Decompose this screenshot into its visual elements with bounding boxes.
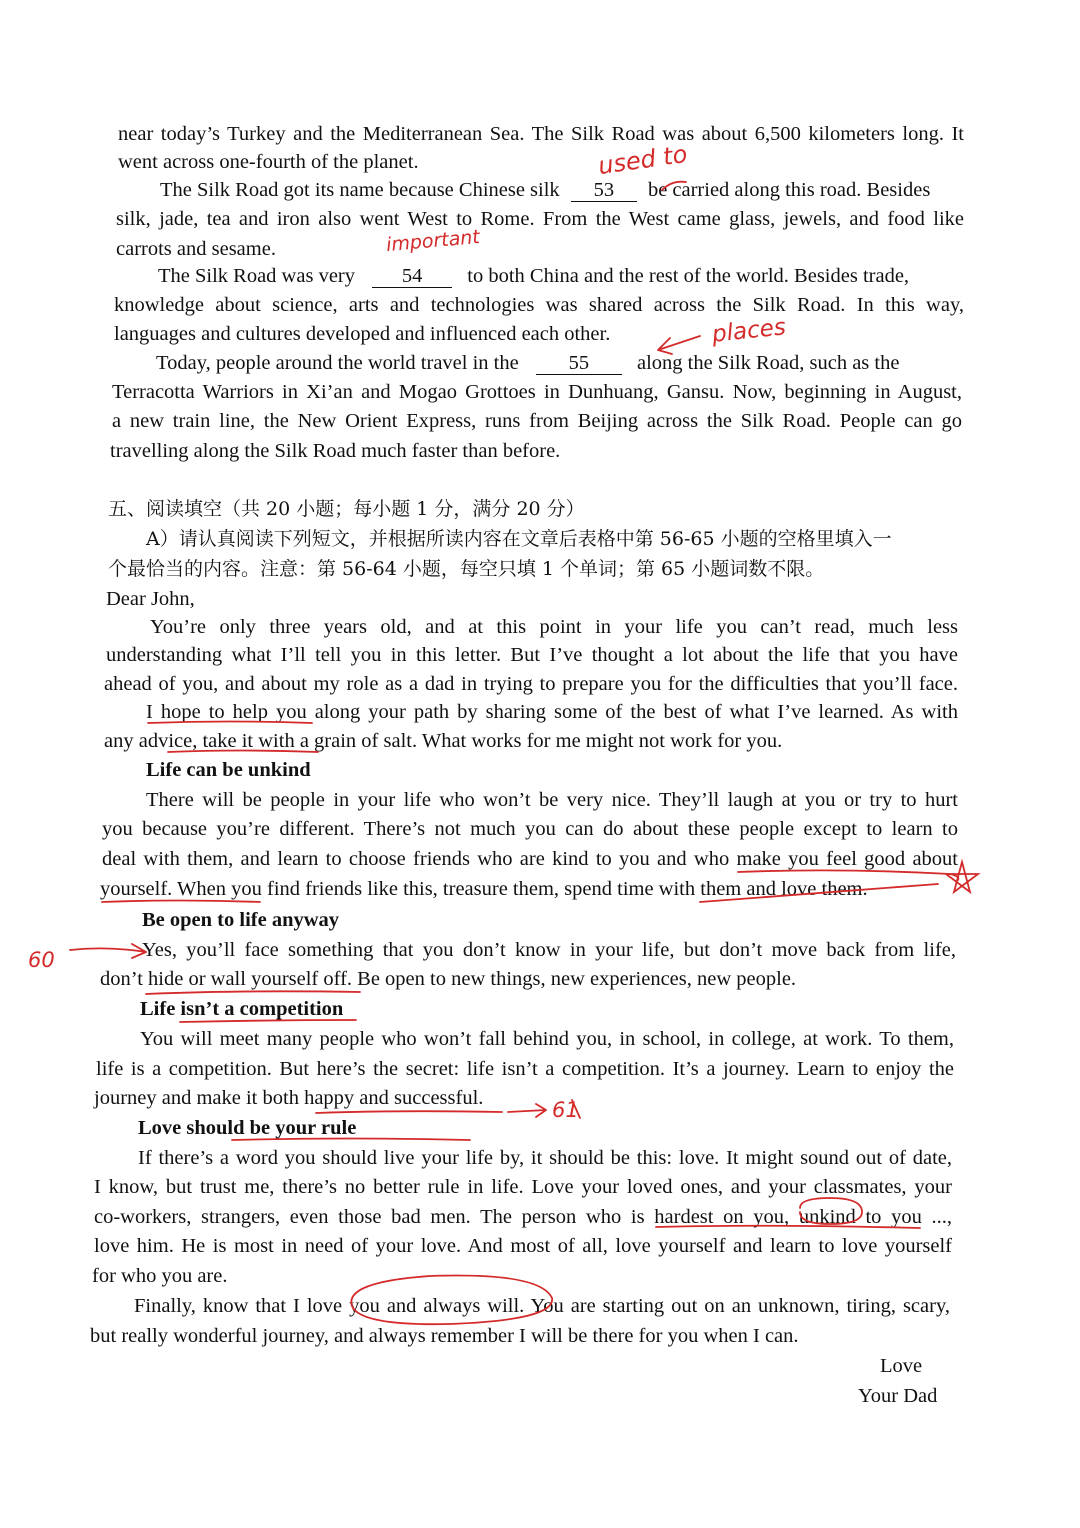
- annotation-61: 61: [552, 1098, 579, 1122]
- annotation-used-to: used to: [596, 139, 689, 181]
- letter-line: deal with them, and learn to choose friends who are kind to you and who make you feel good about: [102, 848, 958, 870]
- letter-greeting: Dear John,: [106, 588, 195, 610]
- annotation-places: places: [710, 314, 788, 348]
- letter-heading: Love should be your rule: [138, 1117, 357, 1139]
- text-span: The Silk Road was very: [158, 265, 355, 287]
- arrow-icon: [70, 944, 146, 958]
- text-span: The Silk Road got its name because Chinese silk: [160, 179, 560, 201]
- letter-closing: Love: [880, 1355, 923, 1377]
- letter-line: co-workers, strangers, even those bad men. The person who is hardest on you, unkind to you ...,: [94, 1206, 952, 1228]
- passage-line: carrots and sesame.: [116, 238, 276, 260]
- letter-line: any advice, take it with a grain of salt. What works for me might not work for you.: [104, 730, 783, 752]
- letter-line: life is a competition. But here’s the secret: life isn’t a competition. It’s a journey. Learn to enjoy the: [96, 1058, 954, 1080]
- letter-line: love him. He is most in need of your love. And most of all, love yourself and learn to love yourself: [94, 1235, 952, 1257]
- text-span: along the Silk Road, such as the: [636, 352, 900, 374]
- letter-line: but really wonderful journey, and always remember I will be there for you when I can.: [90, 1325, 799, 1347]
- blank-53: 53: [571, 179, 637, 202]
- text-span: be carried along this road. Besides: [647, 179, 931, 201]
- letter-line: you because you’re different. There’s not much you can do about these people except to learn to: [102, 818, 958, 840]
- letter-line: You will meet many people who won’t fall behind you, in school, in college, at work. To them,: [140, 1028, 954, 1050]
- annotation-important: important: [385, 225, 481, 257]
- letter-line: for who you are.: [92, 1265, 228, 1287]
- letter-line: I know, but trust me, there’s no better rule in life. Love your loved ones, and your classmates, your: [94, 1176, 952, 1198]
- passage-line: languages and cultures developed and influenced each other.: [114, 323, 611, 345]
- text-span: to both China and the rest of the world. Besides trade,: [467, 265, 910, 287]
- letter-signature: Your Dad: [858, 1385, 938, 1407]
- section-instruction: A）请认真阅读下列短文，并根据所读内容在文章后表格中第 56-65 小题的空格里填入一: [146, 528, 892, 550]
- passage-line: a new train line, the New Orient Express, runs from Beijing across the Silk Road. People can go: [112, 410, 962, 432]
- letter-line: If there’s a word you should live your life by, it should be this: love. It might sound out of date,: [138, 1147, 952, 1169]
- letter-line: I hope to help you along your path by sharing some of the best of what I’ve learned. As with: [146, 701, 958, 723]
- letter-line: There will be people in your life who won’t be very nice. They’ll laugh at you or try to hurt: [146, 789, 958, 811]
- passage-line: silk, jade, tea and iron also went West to Rome. From the West came glass, jewels, and food like: [116, 208, 964, 230]
- annotation-60: 60: [28, 948, 55, 972]
- letter-line: Finally, know that I love you and always will. You are starting out on an unknown, tiring, scary,: [134, 1295, 950, 1317]
- passage-line: travelling along the Silk Road much faster than before.: [110, 440, 561, 462]
- text-span: Today, people around the world travel in the: [156, 352, 519, 374]
- letter-line: don’t hide or wall yourself off. Be open to new things, new experiences, new people.: [100, 968, 797, 990]
- letter-line: ahead of you, and about my role as a dad in trying to prepare you for the difficulties that you’ll face.: [104, 673, 958, 695]
- letter-line: understanding what I’ll tell you in this letter. But I’ve thought a lot about the life that you have: [106, 644, 958, 666]
- passage-line: knowledge about science, arts and technologies was shared across the Silk Road. In this way,: [114, 294, 964, 316]
- letter-heading: Life can be unkind: [146, 759, 311, 781]
- passage-line: near today’s Turkey and the Mediterranean Sea. The Silk Road was about 6,500 kilometers long. It: [118, 123, 964, 145]
- letter-line: journey and make it both happy and successful.: [94, 1087, 484, 1109]
- arrow-icon: [508, 1104, 546, 1117]
- letter-heading: Be open to life anyway: [142, 909, 340, 931]
- passage-line-54: [158, 262, 909, 290]
- section-title: 五、阅读填空（共 20 小题；每小题 1 分，满分 20 分）: [108, 498, 585, 520]
- passage-line: went across one-fourth of the planet.: [118, 151, 419, 173]
- letter-heading: Life isn’t a competition: [140, 998, 344, 1020]
- blank-54: 54: [372, 265, 452, 288]
- section-instruction: 个最恰当的内容。注意：第 56-64 小题，每空只填 1 个单词；第 65 小题词数不限。: [108, 558, 825, 580]
- letter-line: Yes, you’ll face something that you don’t know in your life, but don’t move back from life,: [142, 939, 956, 961]
- passage-line-53: [160, 176, 930, 204]
- letter-line: You’re only three years old, and at this point in your life you can’t read, much less: [150, 616, 958, 638]
- blank-55: 55: [536, 352, 622, 375]
- passage-line-55: [156, 349, 899, 377]
- letter-line: yourself. When you find friends like this, treasure them, spend time with them and love them.: [100, 878, 868, 900]
- passage-line: Terracotta Warriors in Xi’an and Mogao Grottoes in Dunhuang, Gansu. Now, beginning in August,: [112, 381, 962, 403]
